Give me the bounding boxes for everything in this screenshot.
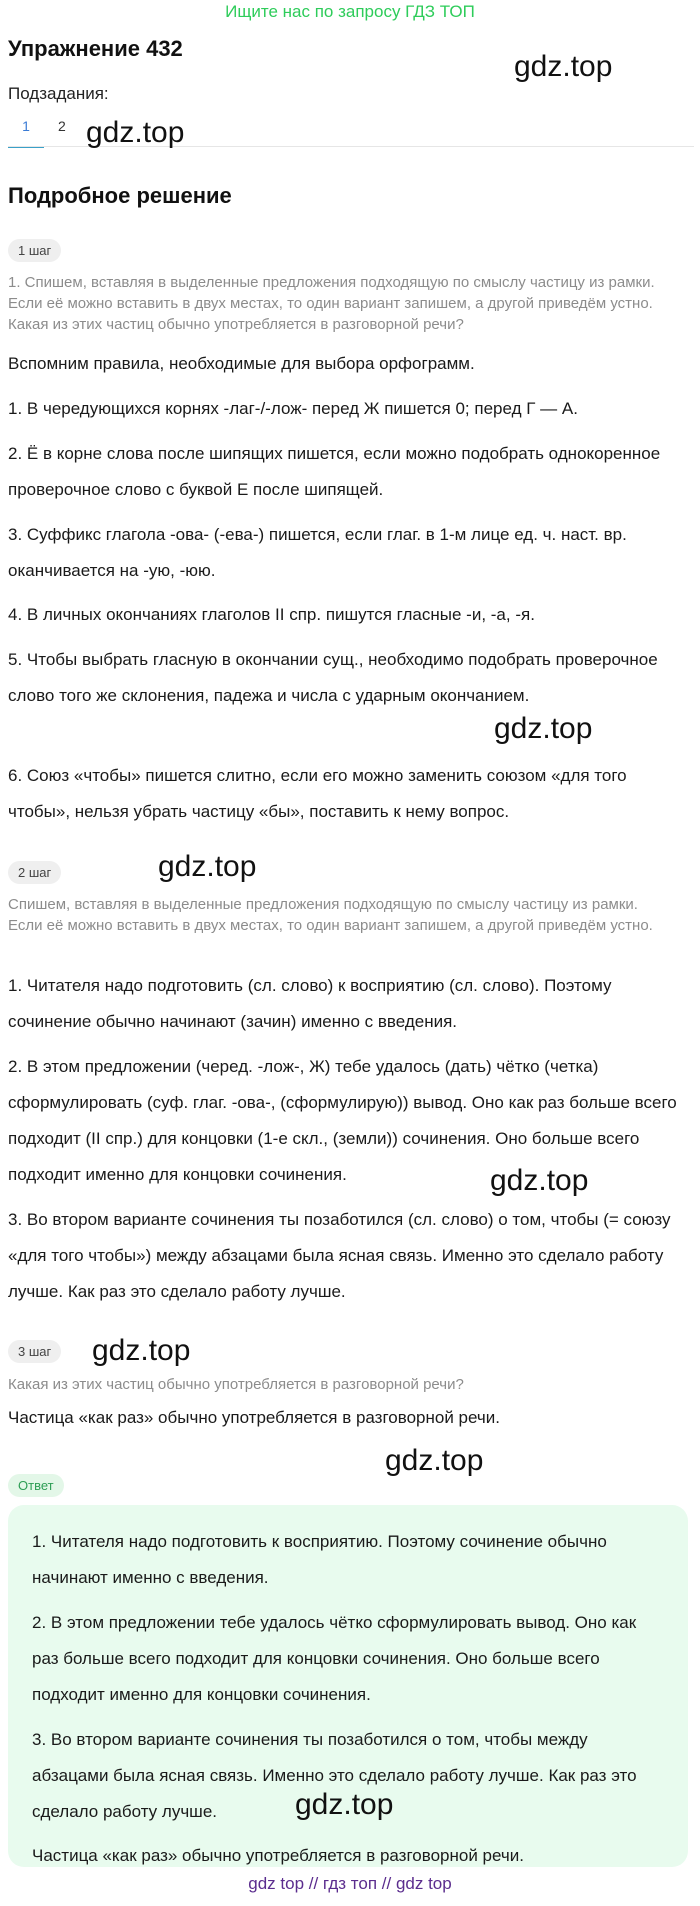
subtask-tabs [8,116,80,148]
step2-paragraph: 3. Во втором варианте сочинения ты позаботился (сл. слово) о том, чтобы (= союзу «для того чтобы») между абзацами была ясная связь. Именно это сделало работу лучше. Как раз это сделало работу лучше. [8,1210,671,1301]
step-badge: 3 шаг [8,1340,61,1363]
step1-paragraph: 1. В чередующихся корнях -лаг-/-лож- перед Ж пишется 0; перед Г — А. [8,399,578,418]
step-task-text: 1. Спишем, вставляя в выделенные предложения подходящую по смыслу частицу из рамки. Если её можно вставить в двух местах, то один вариант запишем, а другой приведём устно. Какая из этих частиц обычно употребляется в разговорной речи? [8,274,655,333]
tab-subtask-2[interactable]: 2 [58,118,66,134]
watermark: gdz.top [92,1334,191,1367]
tab-subtask-1[interactable]: 1 [8,116,44,148]
step-badge: 1 шаг [8,239,61,262]
section-title: Подробное решение [8,183,232,208]
step1-paragraph: Вспомним правила, необходимые для выбора орфограмм. [8,354,475,373]
subtasks-label: Подзадания: [8,84,109,103]
answer-badge: Ответ [8,1474,64,1497]
step2-paragraph: 1. Читателя надо подготовить (сл. слово) к восприятию (сл. слово). Поэтому сочинение обычно начинают (зачин) именно с введения. [8,976,612,1031]
step-badge: 2 шаг [8,861,61,884]
watermark: gdz.top [158,850,257,883]
watermark: gdz.top [295,1788,394,1821]
step1-paragraph: 4. В личных окончаниях глаголов II спр. пишутся гласные -и, -а, -я. [8,605,535,624]
step-task-text: Какая из этих частиц обычно употребляется в разговорной речи? [8,1376,464,1393]
step1-paragraph: 5. Чтобы выбрать гласную в окончании сущ., необходимо подобрать проверочное слово того же склонения, падежа и числа с ударным окончанием. [8,650,658,705]
answer-paragraph: 3. Во втором варианте сочинения ты позаботился о том, чтобы между абзацами была ясная связь. Именно это сделало работу лучше. Как раз это сделало работу лучше. [32,1730,637,1821]
step1-paragraph: 2. Ё в корне слова после шипящих пишется, если можно подобрать однокоренное проверочное слово с буквой Е после шипящей. [8,444,661,499]
answer-paragraph: 2. В этом предложении тебе удалось чётко сформулировать вывод. Оно как раз больше всего подходит для концовки сочинения. Оно больше всего подходит именно для концовки сочинения. [32,1613,637,1704]
step1-paragraph: 6. Союз «чтобы» пишется слитно, если его можно заменить союзом «для того чтобы», нельзя убрать частицу «бы», поставить к нему вопрос. [8,766,627,821]
footer-links: gdz top // гдз топ // gdz top [248,1874,452,1893]
watermark: gdz.top [490,1164,589,1197]
step3-paragraph: Частица «как раз» обычно употребляется в разговорной речи. [8,1408,500,1427]
page-title: Упражнение 432 [8,36,183,61]
search-banner: Ищите нас по запросу ГДЗ ТОП [225,2,475,21]
step-task-text: Спишем, вставляя в выделенные предложения подходящую по смыслу частицу из рамки. Если её можно вставить в двух местах, то один вариант запишем, а другой приведём устно. [8,896,653,934]
watermark: gdz.top [514,50,613,83]
answer-paragraph: Частица «как раз» обычно употребляется в разговорной речи. [32,1846,524,1865]
watermark: gdz.top [385,1444,484,1477]
watermark: gdz.top [86,116,185,149]
watermark: gdz.top [494,712,593,745]
answer-paragraph: 1. Читателя надо подготовить к восприятию. Поэтому сочинение обычно начинают именно с введения. [32,1532,607,1587]
step1-paragraph: 3. Суффикс глагола -ова- (-ева-) пишется, если глаг. в 1-м лице ед. ч. наст. вр. оканчивается на -ую, -юю. [8,525,627,580]
step2-paragraph: 2. В этом предложении (черед. -лож-, Ж) тебе удалось (дать) чётко (четка) сформулировать (суф. глаг. -ова-, (сформулирую)) вывод. Оно как раз больше всего подходит (II спр.) для концовки (1-е скл., (земли)) сочинения. Оно больше всего подходит именно для концовки сочинения. [8,1057,677,1184]
